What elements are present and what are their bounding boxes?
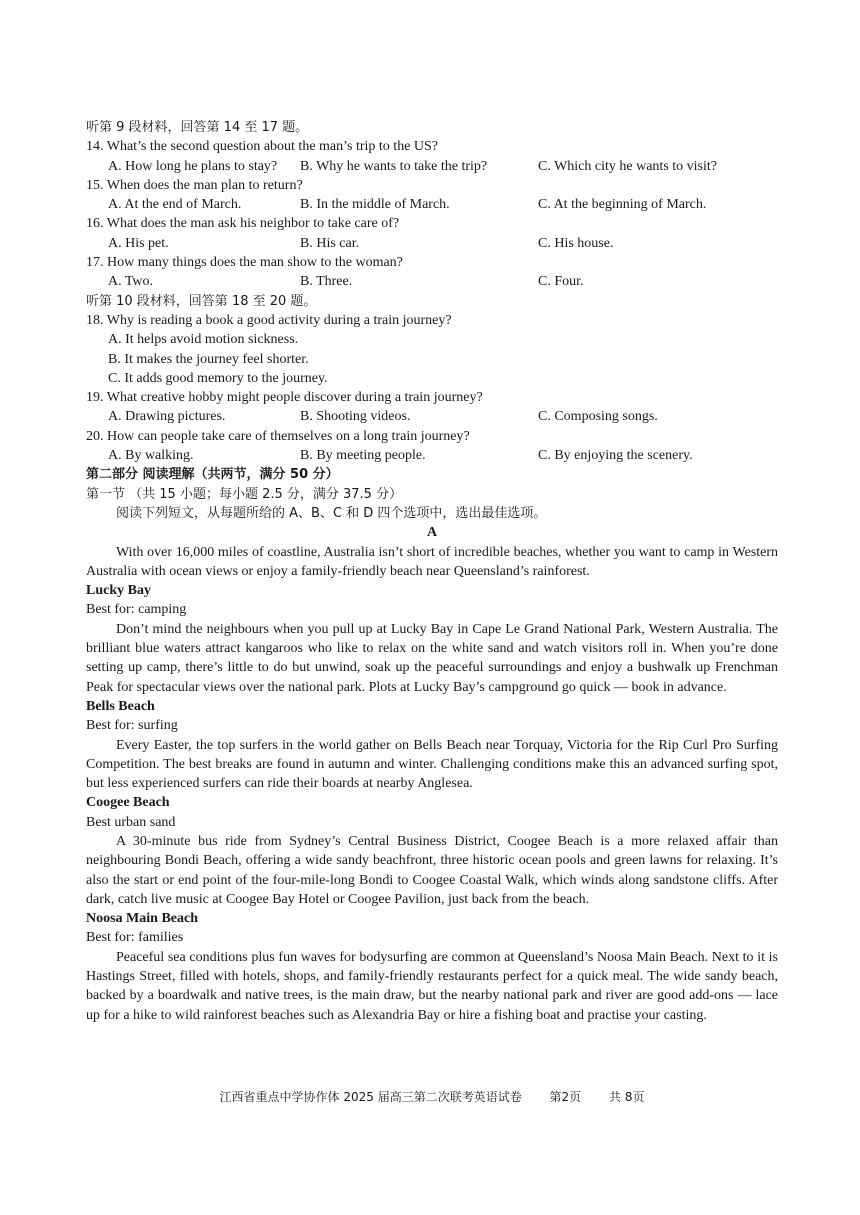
option-c: C. It adds good memory to the journey. bbox=[108, 370, 328, 386]
question-15 bbox=[86, 176, 778, 215]
option-c: C. By enjoying the scenery. bbox=[538, 448, 693, 464]
beach-lucky-bay bbox=[86, 581, 778, 697]
reading-section-title: 第一节 （共 15 小题；每小题 2.5 分，满分 37.5 分） bbox=[86, 486, 403, 502]
footer-total-pages: 共 8页 bbox=[609, 1090, 645, 1104]
beach-name: Coogee Beach bbox=[86, 795, 170, 811]
option-c: C. Composing songs. bbox=[538, 409, 658, 425]
beach-name: Lucky Bay bbox=[86, 583, 151, 599]
option-b: B. Why he wants to take the trip? bbox=[300, 158, 488, 174]
question-text: 17. How many things does the man show to the woman? bbox=[86, 255, 403, 271]
beach-best-for: Best urban sand bbox=[86, 814, 176, 830]
question-20 bbox=[86, 427, 778, 466]
beach-description: A 30-minute bus ride from Sydney’s Central Business District, Coogee Beach is a more relaxed affair than neighbouring Bondi Beach, offering a wide sandy beachfront, three historic ocean pools and green lawns for relaxing. It’s also the start or end point of the four-mile-long Bondi to Coogee Coastal Walk, which winds along sandstone cliffs. After dark, catch live music at Coogee Bay Hotel or Coogee Pavilion, just back from the beach. bbox=[86, 833, 778, 907]
beach-best-for: Best for: camping bbox=[86, 602, 187, 618]
option-a: A. How long he plans to stay? bbox=[108, 158, 278, 174]
options-row bbox=[86, 195, 778, 214]
question-text: 20. How can people take care of themselves on a long train journey? bbox=[86, 428, 470, 444]
beach-noosa-main-beach bbox=[86, 909, 778, 1025]
exam-page bbox=[86, 118, 778, 1025]
question-text: 16. What does the man ask his neighbor to take care of? bbox=[86, 216, 400, 232]
question-19 bbox=[86, 388, 778, 427]
option-a: A. By walking. bbox=[108, 448, 194, 464]
option-a: A. It helps avoid motion sickness. bbox=[108, 332, 299, 348]
question-18 bbox=[86, 311, 778, 388]
passage-label: A bbox=[426, 525, 438, 541]
options-row bbox=[86, 446, 778, 465]
option-a: A. Two. bbox=[108, 274, 154, 290]
option-c: C. Which city he wants to visit? bbox=[538, 158, 717, 174]
option-b: B. Shooting videos. bbox=[300, 409, 411, 425]
option-c: C. Four. bbox=[538, 274, 584, 290]
option-c: C. At the beginning of March. bbox=[538, 197, 707, 213]
beach-coogee-beach bbox=[86, 793, 778, 909]
option-b: B. His car. bbox=[300, 235, 360, 251]
beach-description: Peaceful sea conditions plus fun waves for bodysurfing are common at Queensland’s Noosa Main Beach. Next to it is Hastings Street, filled with hotels, shops, and family-friendly restaurants perfect for a quick meal. The wide sandy beach, backed by a boardwalk and native trees, is the main draw, but the nearby national park and river are good add-ons — lace up for a hike to wild rainforest beaches such as Alexandria Bay or hire a fishing boat and practise your casting. bbox=[86, 949, 778, 1023]
question-17 bbox=[86, 253, 778, 292]
section9-intro: 听第 9 段材料，回答第 14 至 17 题。 bbox=[86, 120, 309, 135]
question-16 bbox=[86, 214, 778, 253]
question-text: 14. What’s the second question about the man’s trip to the US? bbox=[86, 139, 439, 155]
beach-bells-beach bbox=[86, 697, 778, 793]
page-footer bbox=[86, 1088, 778, 1105]
question-text: 15. When does the man plan to return? bbox=[86, 177, 303, 193]
option-b: B. By meeting people. bbox=[300, 448, 426, 464]
question-text: 19. What creative hobby might people discover during a train journey? bbox=[86, 390, 483, 406]
reading-part-title: 第二部分 阅读理解（共两节，满分 50 分） bbox=[86, 467, 339, 483]
footer-exam-title: 江西省重点中学协作体 2025 届高三第二次联考英语试卷 bbox=[219, 1090, 522, 1104]
beach-name: Noosa Main Beach bbox=[86, 911, 198, 927]
option-a: A. His pet. bbox=[108, 235, 169, 251]
beach-name: Bells Beach bbox=[86, 698, 155, 714]
option-b: B. Three. bbox=[300, 274, 353, 290]
options-row bbox=[86, 157, 778, 176]
option-a: A. At the end of March. bbox=[108, 197, 242, 213]
passage-intro: With over 16,000 miles of coastline, Australia isn’t short of incredible beaches, whether you want to camp in Western Australia with ocean views or enjoy a family-friendly beach near Queensland’s rainforest. bbox=[86, 544, 778, 579]
option-b: B. It makes the journey feel shorter. bbox=[108, 351, 309, 367]
beach-best-for: Best for: families bbox=[86, 930, 184, 946]
beach-description: Don’t mind the neighbours when you pull up at Lucky Bay in Cape Le Grand National Park, Western Australia. The brilliant blue waters attract kangaroos who like to relax on the white sand and watch visitors roll in. When you’re done setting up camp, there’s little to do but unwind, soak up the peaceful surroundings and enjoy a bushwalk up Frenchman Peak for spectacular views over the national park. Plots at Lucky Bay’s campground go quick — book in advance. bbox=[86, 621, 778, 695]
beach-description: Every Easter, the top surfers in the world gather on Bells Beach near Torquay, Victoria for the Rip Curl Pro Surfing Competition. The best breaks are found in autumn and winter. Challenging conditions make this an advanced surfing spot, but less experienced surfers can ride their boards at nearby Anglesea. bbox=[86, 737, 778, 792]
section10-intro: 听第 10 段材料，回答第 18 至 20 题。 bbox=[86, 293, 317, 309]
footer-page-number: 第2页 bbox=[549, 1090, 582, 1104]
option-c: C. His house. bbox=[538, 235, 614, 251]
beach-best-for: Best for: surfing bbox=[86, 718, 178, 734]
options-row bbox=[86, 407, 778, 426]
options-row bbox=[86, 234, 778, 253]
reading-instruction: 阅读下列短文，从每题所给的 A、B、C 和 D 四个选项中，选出最佳选项。 bbox=[116, 505, 547, 521]
option-a: A. Drawing pictures. bbox=[108, 409, 226, 425]
question-14 bbox=[86, 137, 778, 176]
question-text: 18. Why is reading a book a good activity during a train journey? bbox=[86, 312, 452, 328]
option-b: B. In the middle of March. bbox=[300, 197, 450, 213]
options-row bbox=[86, 272, 778, 291]
